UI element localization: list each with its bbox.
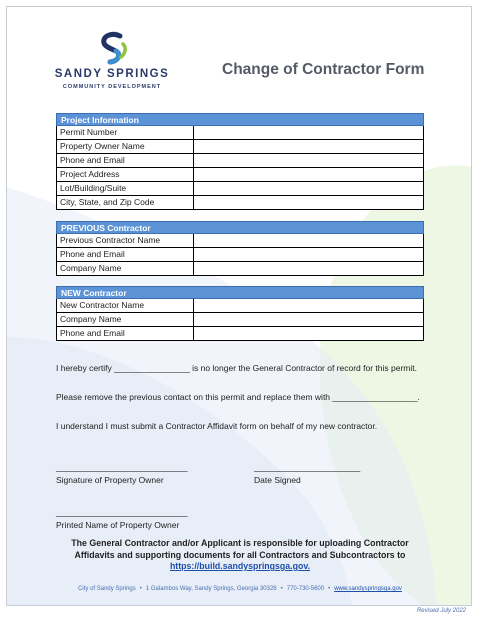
owner-phone-email-field[interactable] <box>194 154 423 167</box>
printed-name-line[interactable]: _______________________________ <box>56 507 188 517</box>
sandy-springs-logo <box>52 30 172 98</box>
row-label: Project Address <box>57 168 194 181</box>
logo-s-icon <box>94 30 130 66</box>
table-row <box>56 313 424 327</box>
certify-statement: I hereby certify ________________ is no longer the General Contractor of record for this permit. <box>56 363 417 373</box>
table-row <box>56 154 424 168</box>
city-state-zip-field[interactable] <box>194 196 423 209</box>
table-row <box>56 168 424 182</box>
property-owner-name-field[interactable] <box>194 140 423 153</box>
table-row <box>56 196 424 210</box>
footer-website-link[interactable]: www.sandyspringsga.gov <box>334 586 402 592</box>
table-row <box>56 327 424 341</box>
footer-address: 1 Galambos Way, Sandy Springs, Georgia 30328 <box>145 586 277 592</box>
row-label: Property Owner Name <box>57 140 194 153</box>
remove-contact-statement: Please remove the previous contact on this permit and replace them with __________________. <box>56 392 420 402</box>
section-header: NEW Contractor <box>56 286 424 299</box>
page-title: Change of Contractor Form <box>222 61 425 78</box>
section-header: Project Information <box>56 113 424 126</box>
bullet-icon: • <box>328 586 331 592</box>
previous-contractor-section <box>56 221 424 276</box>
upload-notice <box>40 538 440 573</box>
table-row <box>56 126 424 140</box>
table-row <box>56 299 424 313</box>
row-label: Phone and Email <box>57 327 194 340</box>
footer-phone: 770-730-5600 <box>286 586 325 592</box>
previous-phone-email-field[interactable] <box>194 248 423 261</box>
lot-building-suite-field[interactable] <box>194 182 423 195</box>
section-header: PREVIOUS Contractor <box>56 221 424 234</box>
table-row <box>56 234 424 248</box>
table-row <box>56 262 424 276</box>
date-signed-line[interactable]: _________________________ <box>254 462 360 472</box>
owner-signature-label: Signature of Property Owner <box>56 475 164 485</box>
owner-signature-line[interactable]: _______________________________ <box>56 462 188 472</box>
printed-name-label: Printed Name of Property Owner <box>56 520 180 530</box>
project-address-field[interactable] <box>194 168 423 181</box>
table-row <box>56 140 424 154</box>
row-label: New Contractor Name <box>57 299 194 312</box>
notice-line-1: The General Contractor and/or Applicant is responsible for uploading Contractor <box>71 538 409 548</box>
row-label: Phone and Email <box>57 154 194 167</box>
affidavit-statement: I understand I must submit a Contractor Affidavit form on behalf of my new contractor. <box>56 421 378 431</box>
bullet-icon: • <box>139 586 142 592</box>
project-information-section <box>56 113 424 210</box>
notice-line-2: Affidavits and supporting documents for all Contractors and Subcontractors to <box>74 549 406 560</box>
footer-city: City of Sandy Springs <box>78 586 136 592</box>
logo-subtitle: COMMUNITY DEVELOPMENT <box>62 84 162 90</box>
footer <box>0 586 480 592</box>
row-label: Permit Number <box>57 126 194 139</box>
row-label: Lot/Building/Suite <box>57 182 194 195</box>
row-label: Company Name <box>57 262 194 275</box>
new-contractor-name-field[interactable] <box>194 299 423 312</box>
date-signed-label: Date Signed <box>254 475 301 485</box>
row-label: City, State, and Zip Code <box>57 196 194 209</box>
logo-name: SANDY SPRINGS <box>54 68 170 80</box>
previous-contractor-name-field[interactable] <box>194 234 423 247</box>
revision-date: Revised July 2022 <box>416 608 466 614</box>
new-contractor-section <box>56 286 424 341</box>
table-row <box>56 248 424 262</box>
build-portal-link[interactable]: https://build.sandyspringsga.gov. <box>169 561 311 571</box>
new-company-name-field[interactable] <box>194 313 423 326</box>
new-phone-email-field[interactable] <box>194 327 423 340</box>
table-row <box>56 182 424 196</box>
previous-company-name-field[interactable] <box>194 262 423 275</box>
row-label: Phone and Email <box>57 248 194 261</box>
row-label: Previous Contractor Name <box>57 234 194 247</box>
permit-number-field[interactable] <box>194 126 423 139</box>
bullet-icon: • <box>280 586 283 592</box>
row-label: Company Name <box>57 313 194 326</box>
